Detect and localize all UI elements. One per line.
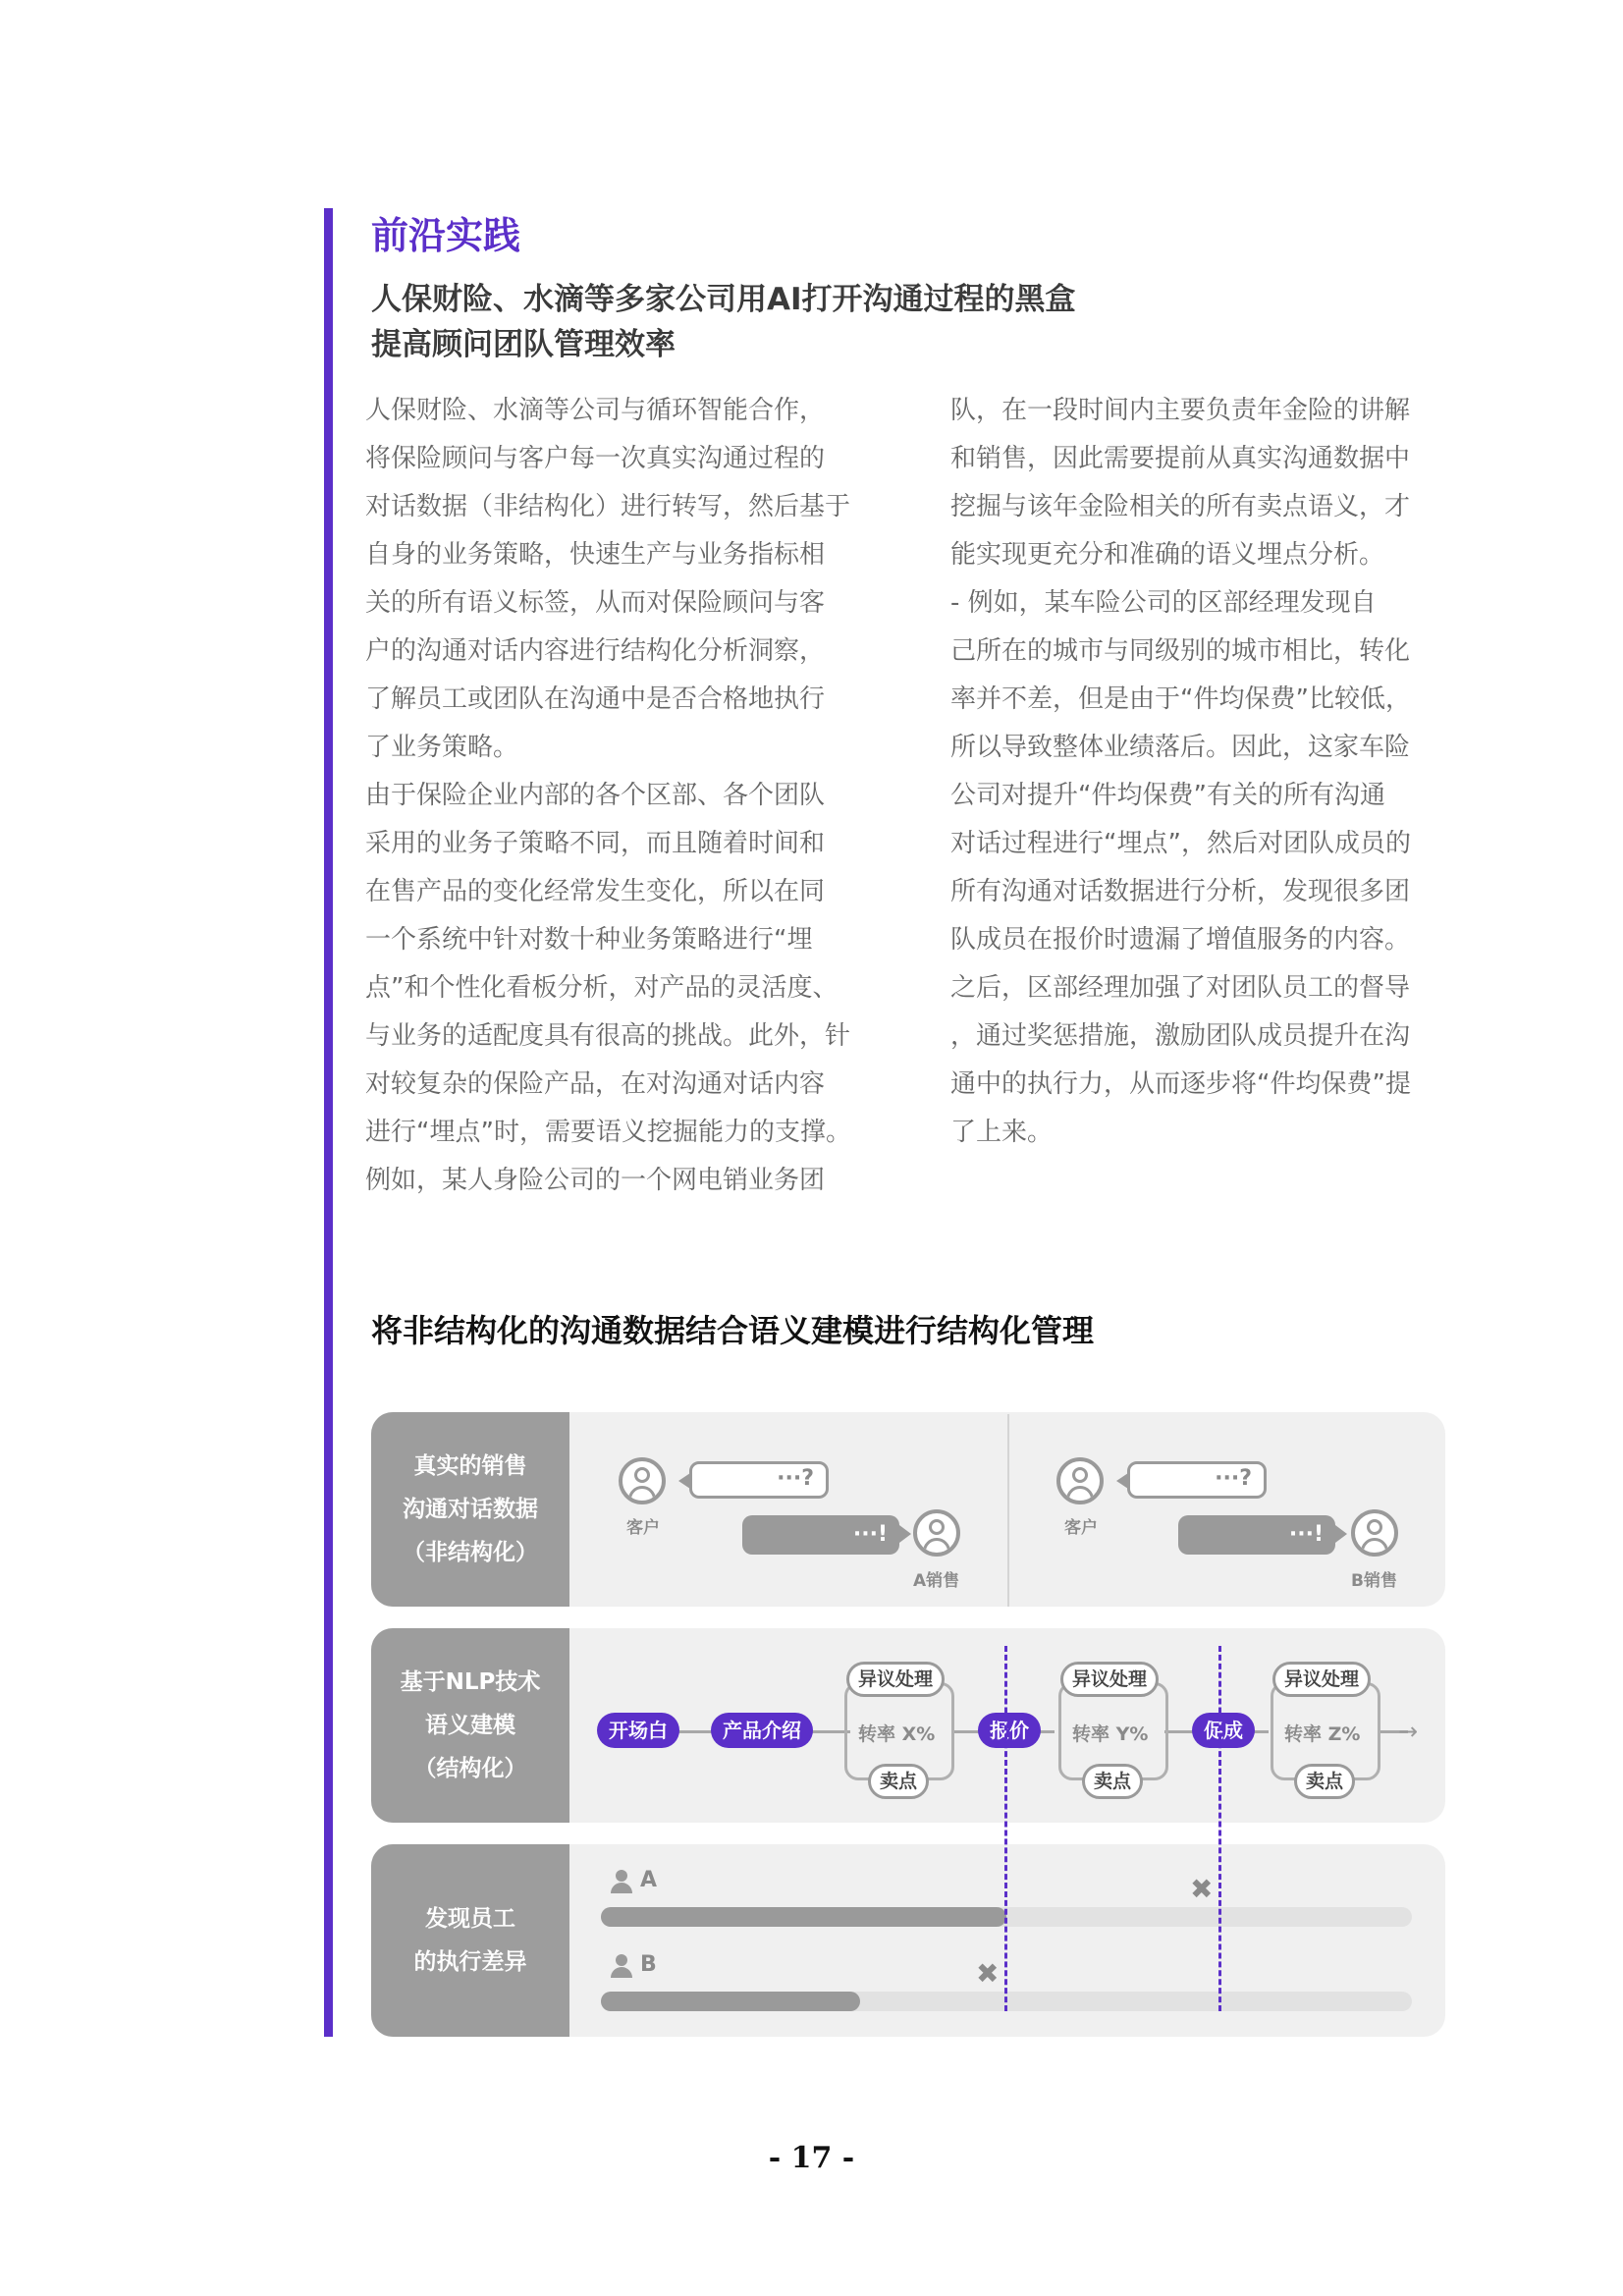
text-line: 之后，区部经理加强了对团队员工的督导 <box>950 973 1411 1003</box>
row-raw-data <box>371 1412 1445 1607</box>
fail-mark-icon: ✖ <box>1190 1873 1214 1905</box>
text-line: 将保险顾问与客户每一次真实沟通过程的 <box>365 444 826 473</box>
step-quote: 报价 <box>978 1713 1041 1748</box>
row-label-line: （结构化） <box>413 1756 527 1781</box>
text-line: 对话数据（非结构化）进行转写，然后基于 <box>365 492 851 521</box>
text-line: 队成员在报价时遗漏了增值服务的内容。 <box>950 925 1411 955</box>
text-line: 己所在的城市与同级别的城市相比，转化 <box>950 636 1411 666</box>
employee-a-label: A <box>640 1868 658 1892</box>
employee-a-progress <box>601 1907 1006 1927</box>
text-line: 例如，某人身险公司的一个网电销业务团 <box>365 1166 826 1195</box>
person-icon <box>611 1870 632 1893</box>
row1-divider <box>1007 1414 1009 1607</box>
selling-point-tag: 卖点 <box>868 1764 929 1799</box>
subtitle-line: 人保财险、水滴等多家公司用AI打开沟通过程的黑盒 <box>371 282 1076 317</box>
row-label <box>371 1844 569 2037</box>
section-title: 前沿实践 <box>371 214 521 257</box>
text-line: 由于保险企业内部的各个区部、各个团队 <box>365 781 826 810</box>
text-line: 关的所有语义标签，从而对保险顾问与客 <box>365 588 826 618</box>
text-line: 队，在一段时间内主要负责年金险的讲解 <box>950 396 1411 425</box>
text-line: 户的沟通对话内容进行结构化分析洞察， <box>365 636 826 666</box>
step-product-intro: 产品介绍 <box>711 1713 813 1748</box>
employee-b-progress <box>601 1992 860 2011</box>
row-label <box>371 1412 569 1607</box>
subtitle <box>371 277 1076 367</box>
text-line: 进行“埋点”时，需要语义挖掘能力的支撑。 <box>365 1118 851 1147</box>
text-line: 在售产品的变化经常发生变化，所以在同 <box>365 877 826 906</box>
text-line: 公司对提升“件均保费”有关的所有沟通 <box>950 781 1385 810</box>
person-icon <box>611 1954 632 1978</box>
text-line: 率并不差，但是由于“件均保费”比较低， <box>950 684 1411 714</box>
selling-point-tag: 卖点 <box>1082 1764 1143 1799</box>
text-line: 自身的业务策略，快速生产与业务指标相 <box>365 540 826 570</box>
row-label-line: 语义建模 <box>425 1713 515 1738</box>
selling-point-tag: 卖点 <box>1294 1764 1355 1799</box>
text-line: 了解员工或团队在沟通中是否合格地执行 <box>365 684 826 714</box>
objection-handling-tag: 异议处理 <box>1272 1662 1371 1697</box>
left-column <box>365 387 876 1205</box>
customer-question-bubble: ···? <box>689 1461 829 1499</box>
row-label-line: （非结构化） <box>403 1540 538 1565</box>
customer-avatar-icon <box>1056 1457 1104 1504</box>
text-line: 挖掘与该年金险相关的所有卖点语义，才 <box>950 492 1411 521</box>
sales-a-label: A销售 <box>913 1571 960 1591</box>
customer-question-bubble: ···? <box>1127 1461 1267 1499</box>
arrow-right-icon: → <box>1398 1718 1419 1745</box>
text-line: 人保财险、水滴等公司与循环智能合作， <box>365 396 826 425</box>
quote-milestone-line <box>1004 1646 1007 2011</box>
step-opening: 开场白 <box>597 1713 679 1748</box>
employee-b-label: B <box>640 1952 657 1977</box>
objection-handling-tag: 异议处理 <box>1060 1662 1159 1697</box>
accent-bar <box>324 208 333 2037</box>
text-line: 所有沟通对话数据进行分析，发现很多团 <box>950 877 1411 906</box>
customer-avatar-icon <box>619 1457 666 1504</box>
text-line: 点”和个性化看板分析，对产品的灵活度、 <box>365 973 839 1003</box>
close-milestone-line <box>1218 1646 1221 2011</box>
conversion-rate-x: 转率 X% <box>858 1723 936 1745</box>
row-label-line: 的执行差异 <box>413 1949 527 1975</box>
text-line: 采用的业务子策略不同，而且随着时间和 <box>365 829 826 858</box>
row-label-line: 发现员工 <box>425 1906 515 1932</box>
text-line: 了业务策略。 <box>365 733 519 762</box>
text-line: 通中的执行力，从而逐步将“件均保费”提 <box>950 1069 1411 1099</box>
text-line: 与业务的适配度具有很高的挑战。此外，针 <box>365 1021 851 1051</box>
text-line: 能实现更充分和准确的语义埋点分析。 <box>950 540 1385 570</box>
objection-handling-tag: 异议处理 <box>846 1662 945 1697</box>
step-close: 促成 <box>1192 1713 1255 1748</box>
text-line: 了上来。 <box>950 1118 1054 1147</box>
row-label-line: 沟通对话数据 <box>403 1497 538 1522</box>
text-line: 和销售，因此需要提前从真实沟通数据中 <box>950 444 1411 473</box>
text-line: 所以导致整体业绩落后。因此，这家车险 <box>950 733 1411 762</box>
fail-mark-icon: ✖ <box>976 1957 1000 1990</box>
figure-title: 将非结构化的沟通数据结合语义建模进行结构化管理 <box>371 1312 1095 1349</box>
sales-avatar-icon <box>913 1509 960 1557</box>
conversion-rate-z: 转率 Z% <box>1284 1723 1361 1745</box>
text-line: 对话过程进行“埋点”，然后对团队成员的 <box>950 829 1411 858</box>
sales-b-label: B销售 <box>1351 1571 1397 1591</box>
conversion-rate-y: 转率 Y% <box>1072 1723 1149 1745</box>
text-line: ，通过奖惩措施，激励团队成员提升在沟 <box>950 1021 1411 1051</box>
sales-reply-bubble: ···! <box>1178 1515 1335 1555</box>
row-label <box>371 1628 569 1823</box>
subtitle-line: 提高顾问团队管理效率 <box>371 327 676 362</box>
customer-label: 客户 <box>1064 1518 1098 1538</box>
sales-reply-bubble: ···! <box>742 1515 899 1555</box>
customer-label: 客户 <box>626 1518 660 1538</box>
page-number: - 17 - <box>768 2141 855 2175</box>
text-line: 对较复杂的保险产品，在对沟通对话内容 <box>365 1069 826 1099</box>
sales-avatar-icon <box>1351 1509 1398 1557</box>
text-line: 一个系统中针对数十种业务策略进行“埋 <box>365 925 813 955</box>
right-column <box>950 387 1461 1157</box>
row-label-line: 真实的销售 <box>413 1453 527 1479</box>
text-line: - 例如，某车险公司的区部经理发现自 <box>950 588 1377 618</box>
row-label-line: 基于NLP技术 <box>400 1669 541 1695</box>
